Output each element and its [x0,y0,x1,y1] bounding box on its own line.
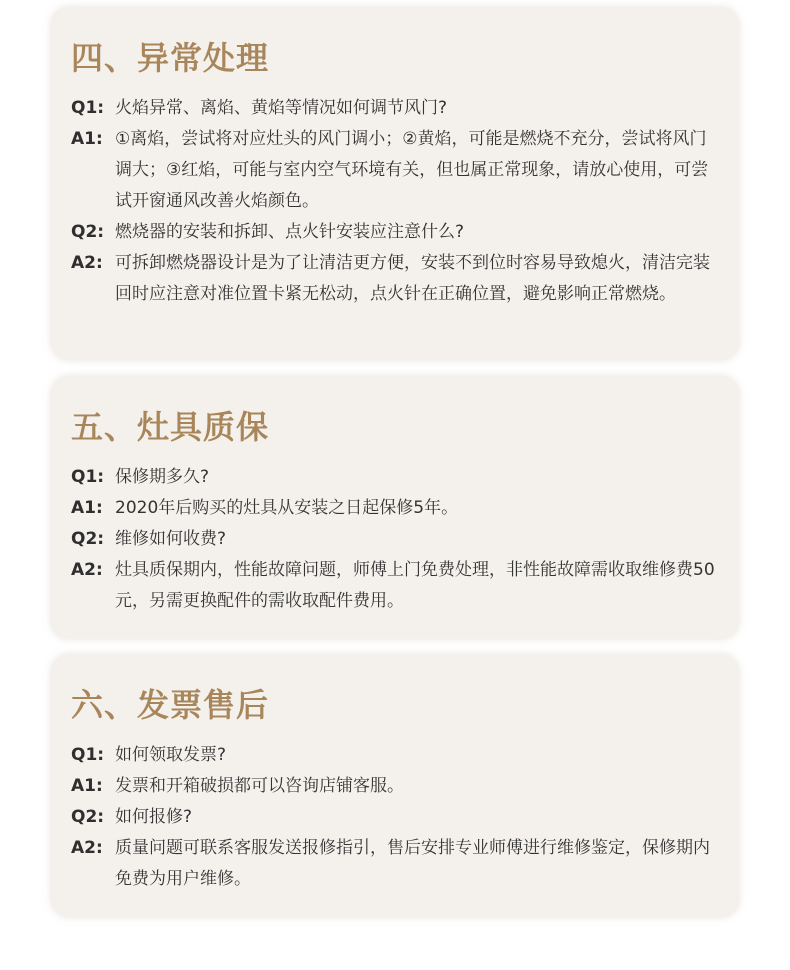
section-card-abnormal-handling [51,7,739,360]
qa-text: 2020年后购买的灶具从安装之日起保修5年。 [115,498,459,518]
qa-text: 燃烧器的安装和拆卸、点火针安装应注意什么? [115,222,465,242]
qa-label: Q2: [71,222,105,242]
qa-list [71,740,721,895]
qa-text: 如何领取发票? [115,745,227,765]
qa-question [71,524,721,555]
qa-question [71,217,721,248]
section-title: 六、发票售后 [71,686,270,724]
qa-text: ①离焰，尝试将对应灶头的风门调小；②黄焰，可能是燃烧不充分，尝试将风门调大；③红焰，可能与室内空气环境有关，但也属正常现象，请放心使用，可尝试开窗通风改善火焰颜色。 [115,129,709,211]
qa-text: 火焰异常、离焰、黄焰等情况如何调节风门? [115,98,448,118]
section-card-invoice-after-sales [51,654,739,917]
section-title: 四、异常处理 [71,39,270,77]
qa-text: 保修期多久? [115,467,210,487]
qa-answer [71,248,721,310]
qa-answer [71,493,721,524]
qa-label: Q1: [71,745,105,765]
qa-label: A1: [71,129,103,149]
qa-text: 如何报修? [115,807,193,827]
qa-text: 质量问题可联系客服发送报修指引，售后安排专业师傅进行维修鉴定，保修期内免费为用户维修。 [115,838,710,889]
qa-label: A2: [71,838,103,858]
qa-label: Q2: [71,807,105,827]
qa-question [71,93,721,124]
qa-label: Q2: [71,529,105,549]
qa-label: Q1: [71,98,105,118]
qa-label: Q1: [71,467,105,487]
qa-answer [71,771,721,802]
qa-question [71,802,721,833]
qa-text: 维修如何收费? [115,529,227,549]
qa-label: A1: [71,776,103,796]
qa-answer [71,833,721,895]
section-card-warranty [51,376,739,639]
qa-text: 可拆卸燃烧器设计是为了让清洁更方便，安装不到位时容易导致熄火，清洁完装回时应注意对准位置卡紧无松动，点火针在正确位置，避免影响正常燃烧。 [115,253,710,304]
qa-label: A2: [71,253,103,273]
qa-text: 发票和开箱破损都可以咨询店铺客服。 [115,776,404,796]
qa-question [71,740,721,771]
section-title: 五、灶具质保 [71,408,270,446]
qa-list [71,93,721,310]
qa-label: A2: [71,560,103,580]
qa-answer [71,555,721,617]
qa-question [71,462,721,493]
qa-list [71,462,721,617]
qa-answer [71,124,721,217]
qa-label: A1: [71,498,103,518]
qa-text: 灶具质保期内，性能故障问题，师傅上门免费处理，非性能故障需收取维修费50元，另需更换配件的需收取配件费用。 [115,560,715,611]
